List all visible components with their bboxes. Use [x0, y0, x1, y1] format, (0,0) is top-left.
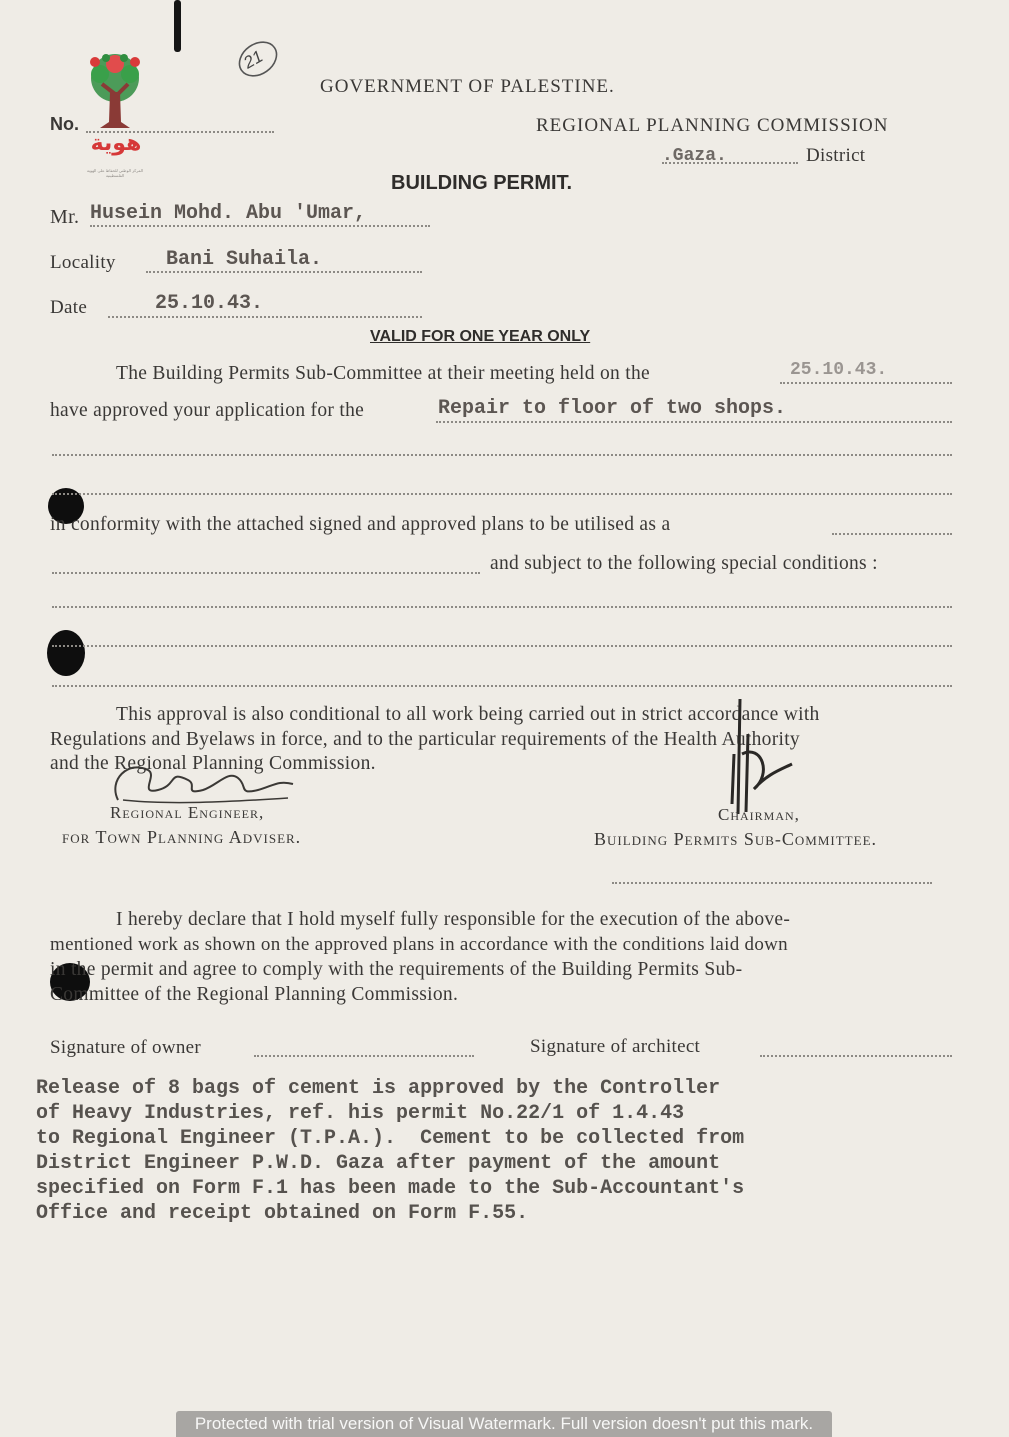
declaration-line-3: in the permit and agree to comply with the requirements of the Building Permits Sub- [50, 959, 743, 980]
blank-line-2 [52, 493, 952, 495]
approved-text: have approved your application for the [50, 400, 365, 421]
commission-heading: REGIONAL PLANNING COMMISSION [536, 115, 889, 136]
logo-caption: المركز الوطني للحفاظ على الهوية الفلسطينية [86, 168, 144, 178]
date-value: 25.10.43. [155, 292, 264, 315]
date-label: Date [50, 297, 88, 318]
locality-label: Locality [50, 252, 116, 273]
applicant-name: Husein Mohd. Abu 'Umar, [90, 202, 367, 225]
conditions-text: and subject to the following special conditions : [490, 553, 878, 574]
owner-signature-field [254, 1055, 474, 1057]
conformity-text: in conformity with the attached signed and approved plans to be utilised as a [50, 514, 671, 535]
chairman-name-field [612, 882, 932, 884]
punch-hole-middle [47, 630, 85, 676]
government-heading: GOVERNMENT OF PALESTINE. [320, 76, 615, 97]
architect-signature-field [760, 1055, 952, 1057]
cement-release-line-2: of Heavy Industries, ref. his permit No.22/1 of 1.4.43 [36, 1102, 685, 1125]
approval-line-1: This approval is also conditional to all work being carried out in strict accordance with [116, 704, 820, 725]
document-title: BUILDING PERMIT. [391, 172, 573, 194]
district-value: .Gaza. [662, 146, 727, 166]
engineer-subtitle: for Town Planning Adviser. [62, 827, 302, 847]
meeting-date: 25.10.43. [790, 360, 888, 380]
archive-logo [80, 52, 150, 187]
owner-signature-label: Signature of owner [50, 1037, 202, 1058]
declaration-line-4: Committee of the Regional Planning Commission. [50, 984, 459, 1005]
cement-release-line-4: District Engineer P.W.D. Gaza after payment of the amount [36, 1152, 721, 1175]
meeting-text: The Building Permits Sub-Committee at their meeting held on the [116, 363, 650, 384]
utilisation-field [832, 533, 952, 535]
page-number: 21 [240, 46, 267, 73]
blank-line-4 [52, 645, 952, 647]
permit-number-field [86, 131, 274, 133]
logo-arabic-text: هوية [90, 130, 142, 155]
locality-field [146, 271, 422, 273]
blank-line-3 [52, 606, 952, 608]
engineer-signature [88, 750, 308, 810]
applicant-name-field [90, 225, 430, 227]
staple-mark [174, 0, 181, 52]
validity-notice: VALID FOR ONE YEAR ONLY [370, 328, 591, 345]
chairman-title: Chairman, [718, 805, 800, 824]
locality-value: Bani Suhaila. [166, 248, 323, 271]
declaration-line-1: I hereby declare that I hold myself fully responsible for the execution of the above- [116, 909, 791, 930]
district-field [662, 162, 798, 164]
tree-icon [80, 52, 150, 132]
cement-release-line-1: Release of 8 bags of cement is approved by the Controller [36, 1077, 721, 1100]
chairman-subtitle: Building Permits Sub-Committee. [594, 829, 878, 849]
permit-number-label: No. [50, 114, 79, 134]
work-description-field [436, 421, 952, 423]
declaration-line-2: mentioned work as shown on the approved plans in accordance with the conditions laid down [50, 934, 788, 955]
cement-release-line-5: specified on Form F.1 has been made to the Sub-Accountant's [36, 1177, 745, 1200]
approval-line-3: and the Regional Planning Commission. [50, 753, 376, 774]
cement-release-line-6: Office and receipt obtained on Form F.55. [36, 1202, 529, 1225]
conditions-lead-field [52, 572, 480, 574]
architect-signature-label: Signature of architect [530, 1036, 701, 1057]
meeting-date-field [780, 382, 952, 384]
blank-line-5 [52, 685, 952, 687]
engineer-title: Regional Engineer, [110, 803, 265, 822]
district-label: District [806, 145, 866, 166]
work-description: Repair to floor of two shops. [438, 397, 787, 420]
mr-label: Mr. [50, 206, 80, 228]
approval-line-2: Regulations and Byelaws in force, and to the particular requirements of the Health Authority [50, 729, 800, 750]
watermark-banner: Protected with trial version of Visual Watermark. Full version doesn't put this mark. [176, 1411, 832, 1437]
blank-line-1 [52, 454, 952, 456]
cement-release-line-3: to Regional Engineer (T.P.A.). Cement to be collected from [36, 1127, 745, 1150]
date-field [108, 316, 422, 318]
